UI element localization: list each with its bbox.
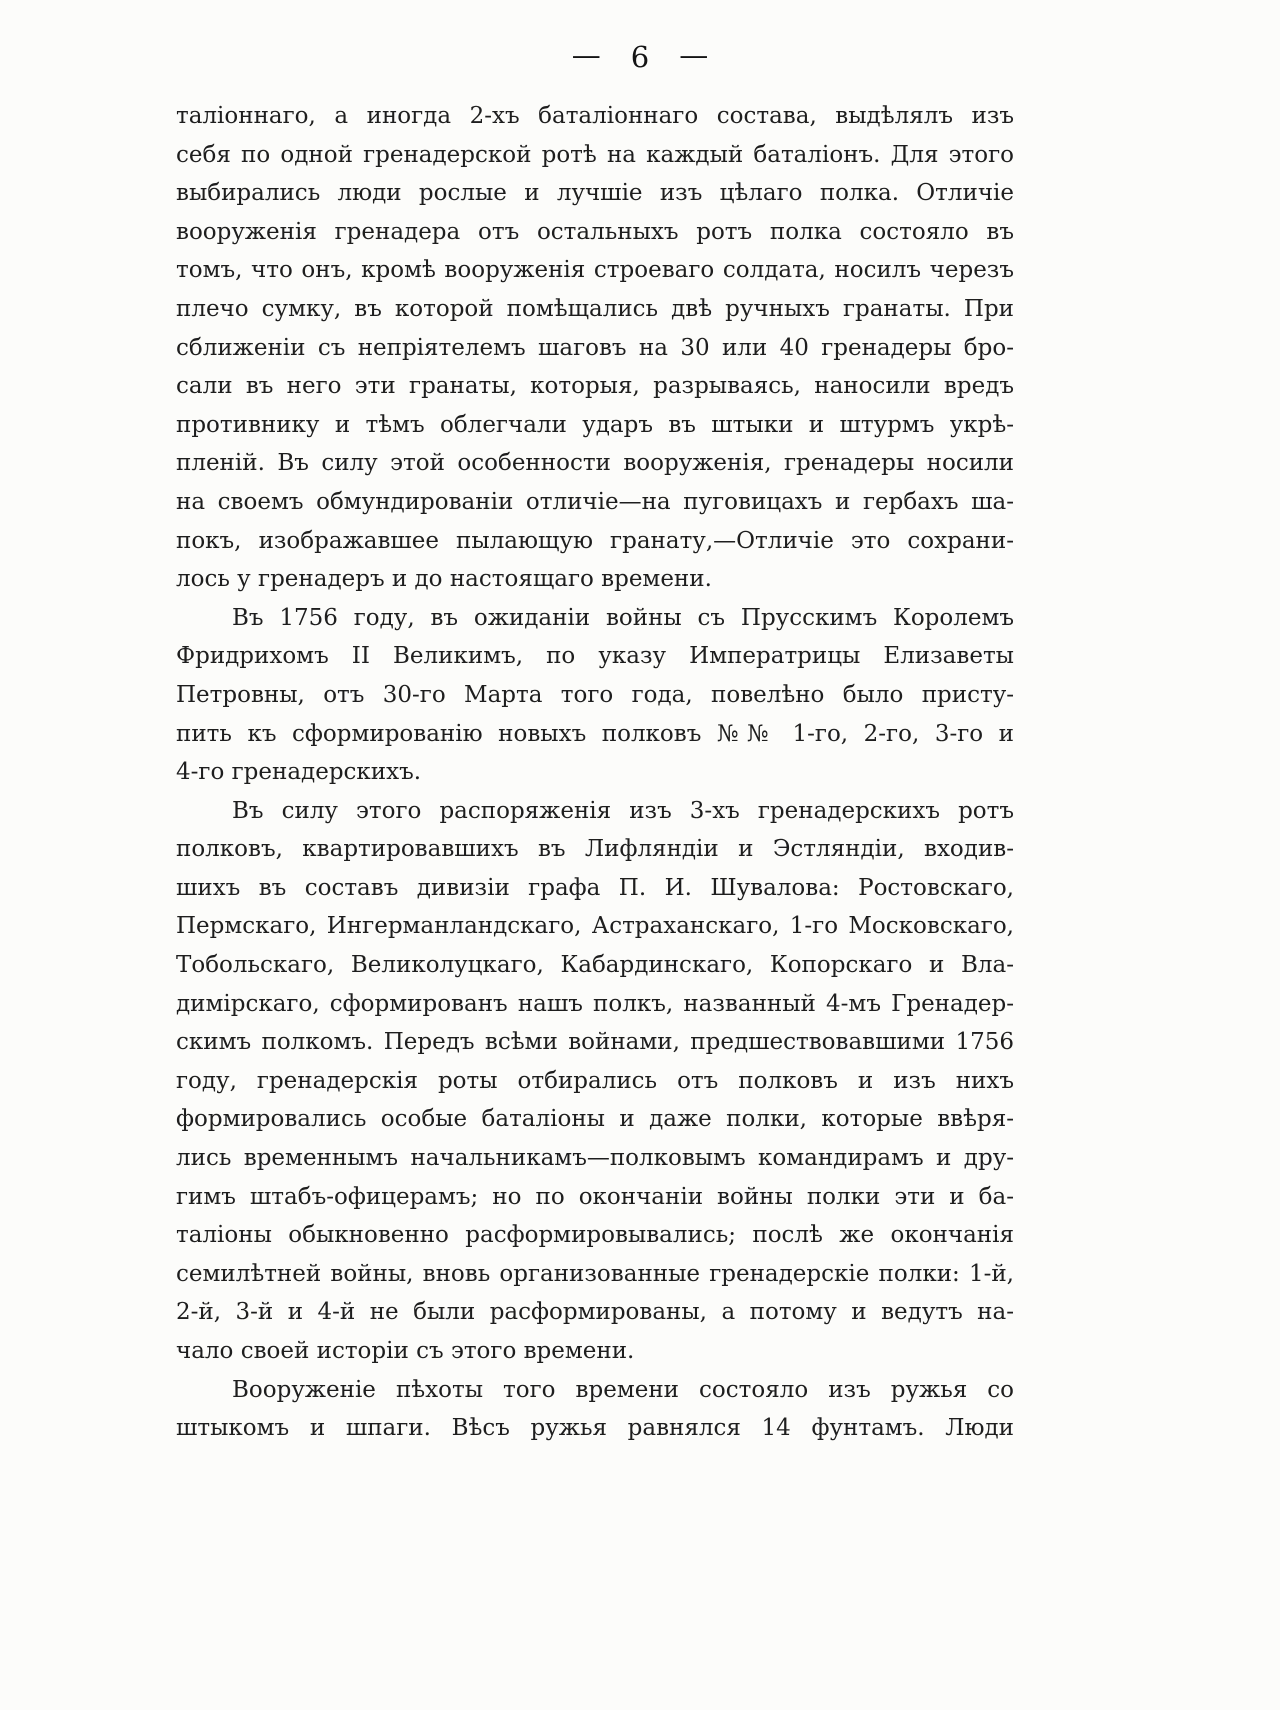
text-line: полковъ, квартировавшихъ въ Лифляндіи и Эстляндіи, входив- [176,836,1014,863]
text-line: таліоннаго, а иногда 2-хъ баталіоннаго состава, выдѣлялъ изъ [176,103,1014,129]
text-line: плечо сумку, въ которой помѣщались двѣ ручныхъ гранаты. При [176,295,1014,322]
header-dash-left: — [571,38,601,72]
text-line: димірскаго, сформированъ нашъ полкъ, названный 4-мъ Гренадер- [176,990,1014,1017]
text-line: вооруженія гренадера отъ остальныхъ ротъ полка состояло въ [176,218,1014,245]
text-line: покъ, изображавшее пылающую гранату,—Отличіе это сохрани- [176,527,1014,554]
text-line: 2-й, 3-й и 4-й не были расформированы, а потому и ведутъ на- [176,1299,1014,1326]
text-line: Пермскаго, Ингерманландскаго, Астраханскаго, 1-го Московскаго, [176,913,1014,940]
text-line: гимъ штабъ-офицерамъ; но по окончаніи войны полки эти и ба- [176,1183,1014,1210]
text-line: скимъ полкомъ. Передъ всѣми войнами, предшествовавшими 1756 [176,1029,1014,1056]
text-line: пить къ сформированію новыхъ полковъ №№ 1-го, 2-го, 3-го и [176,720,1014,747]
text-line: лись временнымъ начальникамъ—полковымъ командирамъ и дру- [176,1145,1014,1172]
text-line: году, гренадерскія роты отбирались отъ полковъ и изъ нихъ [176,1067,1014,1094]
text-line: семилѣтней войны, вновь организованные гренадерскіе полки: 1-й, [176,1260,1014,1287]
text-line: Тобольскаго, Великолуцкаго, Кабардинскаго, Копорскаго и Вла- [176,952,1014,979]
text-block [176,97,1014,1448]
text-line: таліоны обыкновенно расформировывались; послѣ же окончанія [176,1222,1014,1249]
text-line: Фридрихомъ II Великимъ, по указу Императрицы Елизаветы [176,643,1014,670]
text-line: сали въ него эти гранаты, которыя, разрываясь, наносили вредъ [176,373,1014,400]
text-line: штыкомъ и шпаги. Вѣсъ ружья равнялся 14 фунтамъ. Люди [176,1415,1014,1442]
text-line: себя по одной гренадерской ротѣ на каждый баталіонъ. Для этого [176,141,1014,168]
page-number: 6 [630,40,650,74]
text-line: пленій. Въ силу этой особенности вооруженія, гренадеры носили [176,450,1014,477]
text-line: выбирались люди рослые и лучшіе изъ цѣлаго полка. Отличіе [176,180,1014,207]
text-line: Петровны, отъ 30-го Марта того года, повелѣно было присту- [176,681,1014,708]
page-header [0,40,1280,74]
text-line: противнику и тѣмъ облегчали ударъ въ штыки и штурмъ укрѣ- [176,411,1014,438]
text-line: Вооруженіе пѣхоты того времени состояло изъ ружья со [232,1376,1014,1403]
text-line: томъ, что онъ, кромѣ вооруженія строеваго солдата, носилъ черезъ [176,257,1014,284]
text-line: лось у гренадеръ и до настоящаго времени. [176,566,712,593]
text-line: шихъ въ составъ дивизіи графа П. И. Шувалова: Ростовскаго, [176,874,1014,901]
text-line: 4-го гренадерскихъ. [176,759,422,786]
text-line: Въ 1756 году, въ ожиданіи войны съ Прусскимъ Королемъ [232,604,1014,631]
header-dash-right: — [679,38,709,72]
text-line: Въ силу этого распоряженія изъ 3-хъ гренадерскихъ ротъ [232,797,1014,824]
text-line: сближеніи съ непріятелемъ шаговъ на 30 или 40 гренадеры бро- [176,334,1014,361]
text-line: на своемъ обмундированіи отличіе—на пуговицахъ и гербахъ ша- [176,488,1014,515]
text-line: чало своей исторіи съ этого времени. [176,1338,635,1364]
text-line: формировались особые баталіоны и даже полки, которые ввѣря- [176,1106,1014,1133]
